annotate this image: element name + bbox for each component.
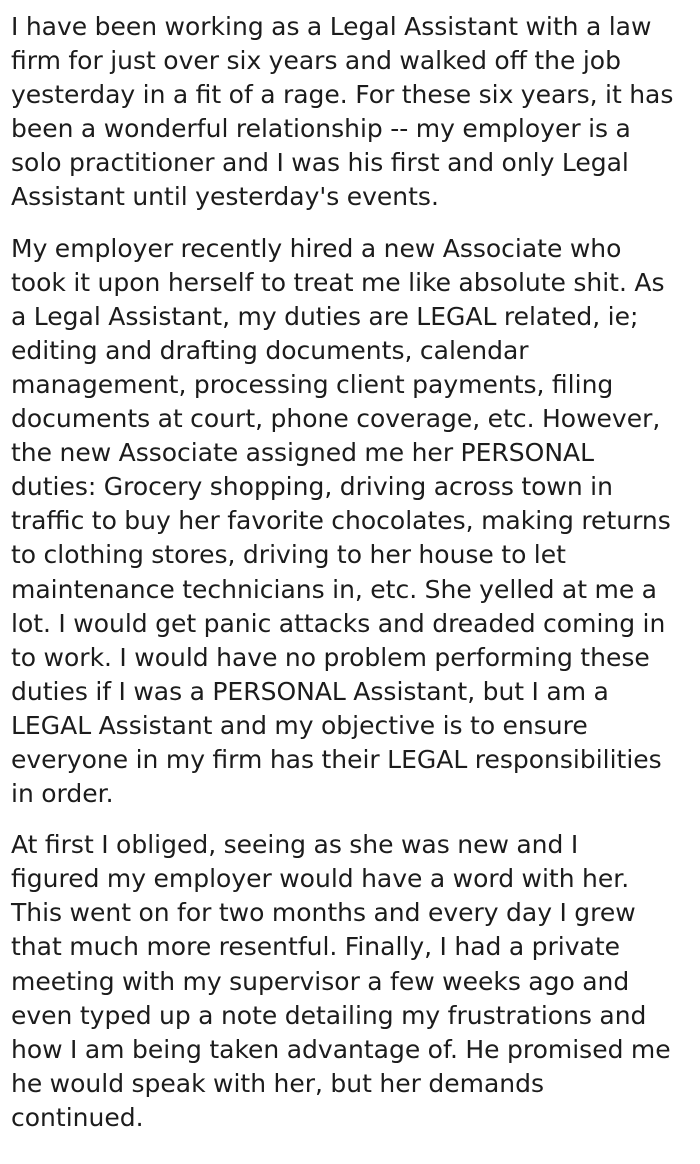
- text-line: continued.: [11, 1102, 144, 1132]
- text-line: firm for just over six years and walked off the job: [11, 46, 621, 76]
- text-line: maintenance technicians in, etc. She yelled at me a: [11, 574, 657, 604]
- paragraph: [11, 232, 700, 812]
- text-line: I have been working as a Legal Assistant with a law: [11, 12, 652, 41]
- paragraph: [11, 828, 700, 1135]
- text-line: the new Associate assigned me her PERSONAL: [11, 438, 595, 468]
- text-line: yesterday in a fit of a rage. For these six years, it has: [11, 80, 674, 110]
- text-line: how I am being taken advantage of. He promised me: [11, 1034, 671, 1064]
- text-line: even typed up a note detailing my frustrations and: [11, 1000, 647, 1030]
- text-line: editing and drafting documents, calendar: [11, 335, 529, 365]
- text-line: lot. I would get panic attacks and dreaded coming in: [11, 608, 666, 638]
- text-line: traffic to buy her favorite chocolates, making returns: [11, 506, 671, 536]
- text-line: At first I obliged, seeing as she was new and I: [11, 830, 579, 860]
- text-line: figured my employer would have a word with her.: [11, 864, 630, 894]
- text-line: duties if I was a PERSONAL Assistant, but I am a: [11, 676, 609, 706]
- paragraph: [11, 10, 700, 215]
- text-line: he would speak with her, but her demands: [11, 1068, 544, 1098]
- text-line: duties: Grocery shopping, driving across town in: [11, 472, 613, 502]
- text-line: documents at court, phone coverage, etc. However,: [11, 404, 661, 434]
- text-line: Assistant until yesterday's events.: [11, 182, 439, 212]
- text-line: This went on for two months and every day I grew: [11, 898, 636, 928]
- text-line: in order.: [11, 779, 114, 809]
- text-line: that much more resentful. Finally, I had a private: [11, 932, 621, 962]
- text-line: meeting with my supervisor a few weeks ago and: [11, 966, 630, 996]
- text-line: to work. I would have no problem performing these: [11, 642, 650, 672]
- text-line: a Legal Assistant, my duties are LEGAL related, ie;: [11, 301, 639, 331]
- text-line: to clothing stores, driving to her house to let: [11, 540, 566, 570]
- text-line: everyone in my firm has their LEGAL responsibilities: [11, 744, 662, 774]
- text-line: LEGAL Assistant and my objective is to ensure: [11, 710, 588, 740]
- text-line: took it upon herself to treat me like absolute shit. As: [11, 267, 665, 297]
- text-line: solo practitioner and I was his first and only Legal: [11, 148, 629, 178]
- text-line: My employer recently hired a new Associate who: [11, 233, 622, 263]
- text-line: management, processing client payments, filing: [11, 369, 614, 399]
- text-line: been a wonderful relationship -- my employer is a: [11, 114, 631, 144]
